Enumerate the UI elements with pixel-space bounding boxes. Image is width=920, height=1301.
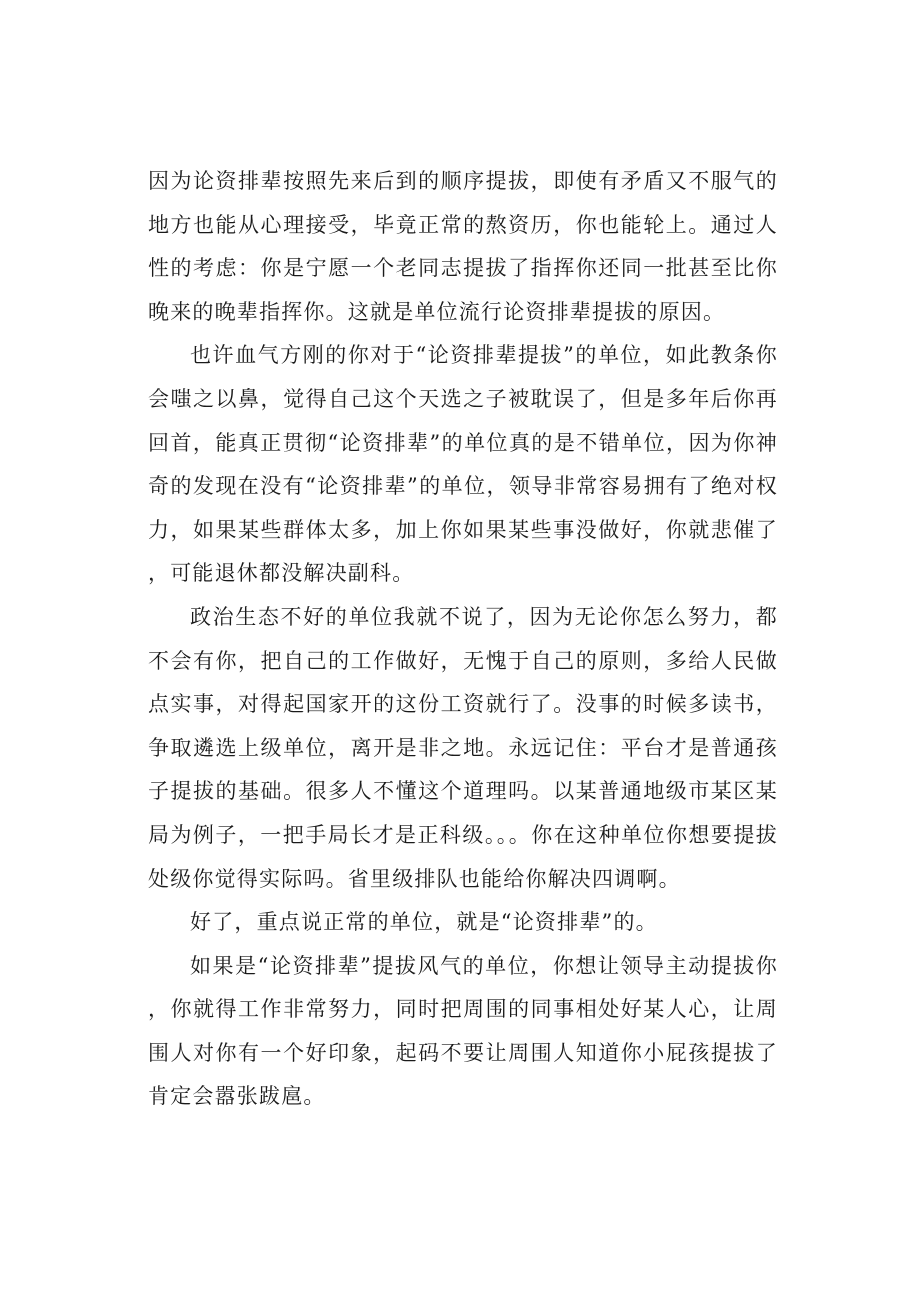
paragraph-1: 因为论资排辈按照先来后到的顺序提拔，即使有矛盾又不服气的地方也能从心理接受，毕竟正常的熬资历，你也能轮上。通过人性的考虑：你是宁愿一个老同志提拔了指挥你还同一批甚至比你晚来的晚辈指挥你。这就是单位流行论资排辈提拔的原因。 xyxy=(148,169,778,324)
paragraph-5: 如果是“论资排辈”提拔风气的单位，你想让领导主动提拔你，你就得工作非常努力，同时把周围的同事相处好某人心，让周围人对你有一个好印象，起码不要让周围人知道你小屁孩提拔了肯定会嚣张跋扈。 xyxy=(148,953,778,1109)
paragraph-3: 政治生态不好的单位我就不说了，因为无论你怎么努力，都不会有你，把自己的工作做好，无愧于自己的原则，多给人民做点实事，对得起国家开的这份工资就行了。没事的时候多读书，争取遴选上级单位，离开是非之地。永远记住：平台才是普通孩子提拔的基础。很多人不懂这个道理吗。以某普通地级市某区某局为例子，一把手局长才是正科级。。。你在这种单位你想要提拔处级你觉得实际吗。省里级排队也能给你解决四调啊。 xyxy=(148,604,778,891)
paragraph-4: 好了，重点说正常的单位，就是“论资排辈”的。 xyxy=(190,910,658,935)
paragraph-2: 也许血气方刚的你对于“论资排辈提拔”的单位，如此教条你会嗤之以鼻，觉得自己这个天选之子被耽误了，但是多年后你再回首，能真正贯彻“论资排辈”的单位真的是不错单位，因为你神奇的发现在没有“论资排辈”的单位，领导非常容易拥有了绝对权力，如果某些群体太多，加上你如果某些事没做好，你就悲催了，可能退休都没解决副科。 xyxy=(148,343,778,586)
document-body xyxy=(148,160,778,1119)
